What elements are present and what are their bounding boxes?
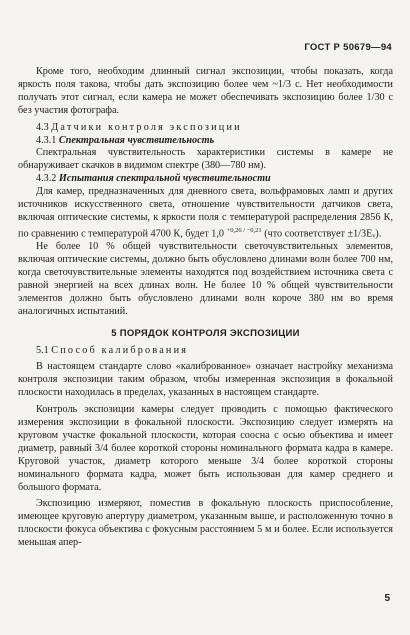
subsection-title: Спектральная чувствительность [58, 134, 215, 146]
paragraph-long-signal: Кроме того, необходим длинный сигнал экспозиции, чтобы показать, когда яркость поля такова, чтобы дать экспозицию более чем ~1/3 с. Нет необходимости получать этот сигнал, если камера не может обеспечивать экспозицию более 1/30 с без участия фотографа. [18, 66, 393, 116]
paragraph-exposure-measurement: Экспозицию измеряют, поместив в фокальную плоскость приспособление, имеющее круговую апертуру диаметром, указанным выше, и расположенную точно в плоскости фокуса объектива с фокусным расстоянием 5 м и более. Если используется меньшая апер- [18, 498, 393, 549]
standard-code-header: ГОСТ Р 50679—94 [304, 42, 392, 53]
page-content [18, 66, 393, 550]
paragraph-exposure-control: Контроль экспозиции камеры следует проводить с помощью фактического измерения экспозиции в фокальной плоскости. Экспозицию следует измерять на круговом участке фокальной плоскости, которая соосна с осью объектива и имеет диаметр, равный 3/4 более короткой стороны номинального формата кадра в камере. Круговой участок, диаметр которого меньше 3/4 более короткой стороны номинального формата кадра, может быть использован для камер среднего и большого формата. [18, 404, 393, 493]
page-number: 5 [384, 593, 390, 604]
subsection-number: 4.3.2 [36, 173, 57, 185]
paragraph-calibration-definition: В настоящем стандарте слово «калиброванное» означает настройку механизма контроля экспозиции таким образом, чтобы измеренная экспозиция в фокальной плоскости находилась в пределах, указанных в настоящем стандарте. [18, 361, 393, 399]
subsection-number: 4.3.1 [36, 134, 57, 146]
paragraph-spectral-sensitivity: Спектральная чувствительность характеристики системы в камере не обнаруживает скачков в видимом спектре (380—780 нм). [18, 147, 393, 172]
subsection-title: Способ калибрования [51, 344, 189, 356]
paragraph-wavelength-limits: Не более 10 % общей чувствительности светочувствительных элементов, включая оптические системы, должно быть обусловлено длинами волн более 700 нм, когда светочувствительные элементы находятся под воздействием источника света с равной энергией на всех длинах волн. Не более 10 % общей чувствительности элементов должно быть обусловлено длинами волн короче 380 нм во время аналогичных испытаний. [18, 241, 393, 317]
text-run: (что соответствует ±1/3Eᵥ). [261, 228, 382, 240]
subsection-title: Испытания спектральной чувствительности [58, 173, 271, 185]
text-run: Для камер, предназначенных для дневного света, вольфрамовых ламп и других источников искусственного света, отношение чувствительности датчиков света, включая оптические системы, к яркости поля с температурой распределения 2856 К, по сравнению с температурой 4700 К, будет 1,0 [18, 186, 393, 240]
subsection-number: 5.1 [36, 344, 49, 356]
section-number: 4.3 [36, 121, 49, 133]
section-4-3-heading [18, 122, 393, 135]
subsection-4-3-1-heading [18, 135, 393, 148]
section-5-title: 5 ПОРЯДОК КОНТРОЛЯ ЭКСПОЗИЦИИ [111, 327, 300, 339]
paragraph-spectral-tests [18, 186, 393, 241]
section-title: Датчики контроля экспозиции [51, 121, 242, 133]
subsection-5-1-heading [18, 345, 393, 358]
tolerance-exponent: +0,26 / −0,21 [226, 226, 262, 234]
subsection-4-3-2-heading [18, 173, 393, 186]
